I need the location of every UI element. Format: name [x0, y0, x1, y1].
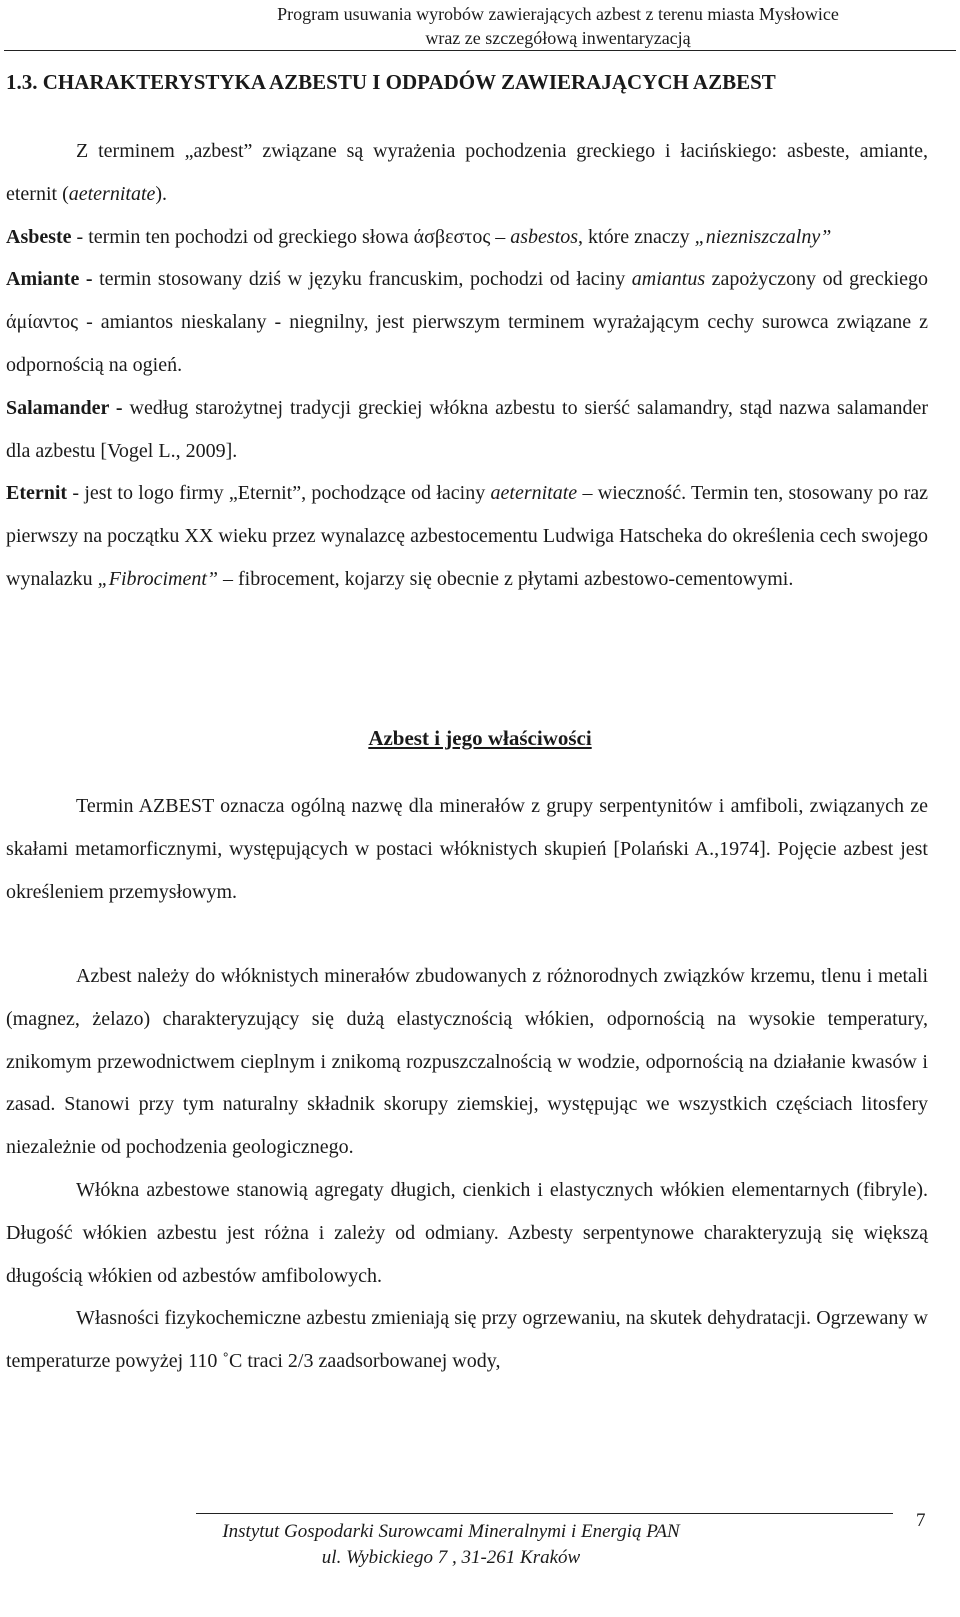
- terms-section: [6, 130, 928, 601]
- amiante-text: termin stosowany dziś w języku francuskim, pochodzi od łaciny: [92, 268, 632, 291]
- footer-line-2: ul. Wybickiego 7 , 31-261 Kraków: [321, 1547, 581, 1568]
- page-footer: [196, 1519, 706, 1571]
- salamander-text: według starożytnej tradycji greckiej włókna azbestu to sierść salamandry, stąd nazwa salamander dla azbestu [Vogel L., 2009].: [6, 396, 929, 462]
- paragraph-definition: Termin AZBEST oznacza ogólną nazwę dla minerałów z grupy serpentynitów i amfiboli, związanych ze skałami metamorficznymi, występujących w postaci włóknistych skupień [Polański A.,1974]. Pojęcie azbest jest określeniem przemysłowym.: [6, 795, 928, 903]
- asbeste-latin: asbestos: [510, 225, 579, 248]
- amiante-latin: amiantus: [631, 268, 706, 291]
- eternit-latin: aeternitate: [490, 482, 578, 505]
- intro-text-end: ).: [155, 182, 168, 205]
- eternit-text-2: – wieczność. Termin ten, stosowany po raz pierwszy na początku XX wieku przez wynalazcę azbestocementu Ludwiga Hatscheka do określenia cech swojego wynalazku: [6, 482, 928, 590]
- amiante-term: Amiante -: [6, 268, 93, 291]
- amiante-text-3: - amiantos nieskalany - niegnilny, jest pierwszym terminem wyrażającym cechy surowca związane z odpornością na ogień.: [6, 311, 928, 376]
- salamander-paragraph: [6, 387, 928, 473]
- asbeste-meaning: „niezniszczalny”: [694, 225, 832, 248]
- header-line-1: Program usuwania wyrobów zawierających azbest z terenu miasta Mysłowice: [277, 4, 839, 24]
- page-number: 7: [916, 1510, 926, 1531]
- footer-line-1: Instytut Gospodarki Surowcami Mineralnymi i Energią PAN: [222, 1521, 680, 1542]
- salamander-term: Salamander -: [6, 396, 123, 419]
- eternit-text: - jest to logo firmy „Eternit”, pochodzące od łaciny: [67, 482, 491, 505]
- asbeste-paragraph: [6, 216, 928, 259]
- eternit-term: Eternit: [6, 482, 68, 505]
- paragraph-heating: Własności fizykochemiczne azbestu zmieniają się przy ogrzewaniu, na skutek dehydratacji. Ogrzewany w temperaturze powyżej 110 ˚C traci 2/3 zaadsorbowanej wody,: [6, 1307, 928, 1373]
- footer-rule: [196, 1513, 893, 1514]
- section-heading: 1.3. CHARAKTERYSTYKA AZBESTU I ODPADÓW ZAWIERAJĄCYCH AZBEST: [6, 70, 776, 94]
- amiante-text-2: zapożyczony od greckiego: [705, 268, 928, 291]
- asbeste-text-2: , które znaczy: [578, 225, 695, 248]
- definition-section: [6, 785, 928, 913]
- amiante-greek: άμίαντος: [6, 311, 79, 334]
- asbeste-text: - termin ten pochodzi od greckiego słowa: [71, 225, 414, 248]
- header-line-2: wraz ze szczegółową inwentaryzacją: [425, 28, 691, 48]
- subheading: Azbest i jego właściwości: [368, 726, 592, 750]
- intro-text: Z terminem „azbest” związane są wyrażenia pochodzenia greckiego i łacińskiego: asbeste, amiante, eternit (: [6, 140, 928, 205]
- eternit-product: „Fibrociment”: [97, 567, 219, 590]
- properties-section: [6, 955, 928, 1383]
- intro-paragraph: [6, 130, 928, 216]
- paragraph-composition: Azbest należy do włóknistych minerałów zbudowanych z różnorodnych związków krzemu, tlenu i metali (magnez, żelazo) charakteryzujący się dużą elastycznością włókien, odpornością na wysokie temperatury, znikomym przewodnictwem cieplnym i znikomą rozpuszczalnością w wodzie, odpornością na działanie kwasów i zasad. Stanowi przy tym naturalny składnik skorupy ziemskiej, występując we wszystkich częściach litosfery niezależnie od pochodzenia geologicznego.: [6, 965, 928, 1159]
- paragraph-fibers: Włókna azbestowe stanowią agregaty długich, cienkich i elastycznych włókien elementarnych (fibryle). Długość włókien azbestu jest różna i zależy od odmiany. Azbesty serpentynowe charakteryzują się większą długością włókien od azbestów amfibolowych.: [6, 1178, 928, 1287]
- eternit-paragraph: [6, 472, 928, 600]
- eternit-text-3: – fibrocement, kojarzy się obecnie z płytami azbestowo-cementowymi.: [218, 567, 794, 590]
- asbeste-greek: άσβεστος: [413, 225, 491, 248]
- asbeste-term: Asbeste: [6, 225, 72, 248]
- header-rule: [4, 50, 956, 51]
- intro-latin-term: aeternitate: [68, 182, 156, 205]
- asbeste-dash: –: [490, 225, 511, 248]
- amiante-paragraph: [6, 258, 928, 386]
- page-header: [178, 2, 938, 50]
